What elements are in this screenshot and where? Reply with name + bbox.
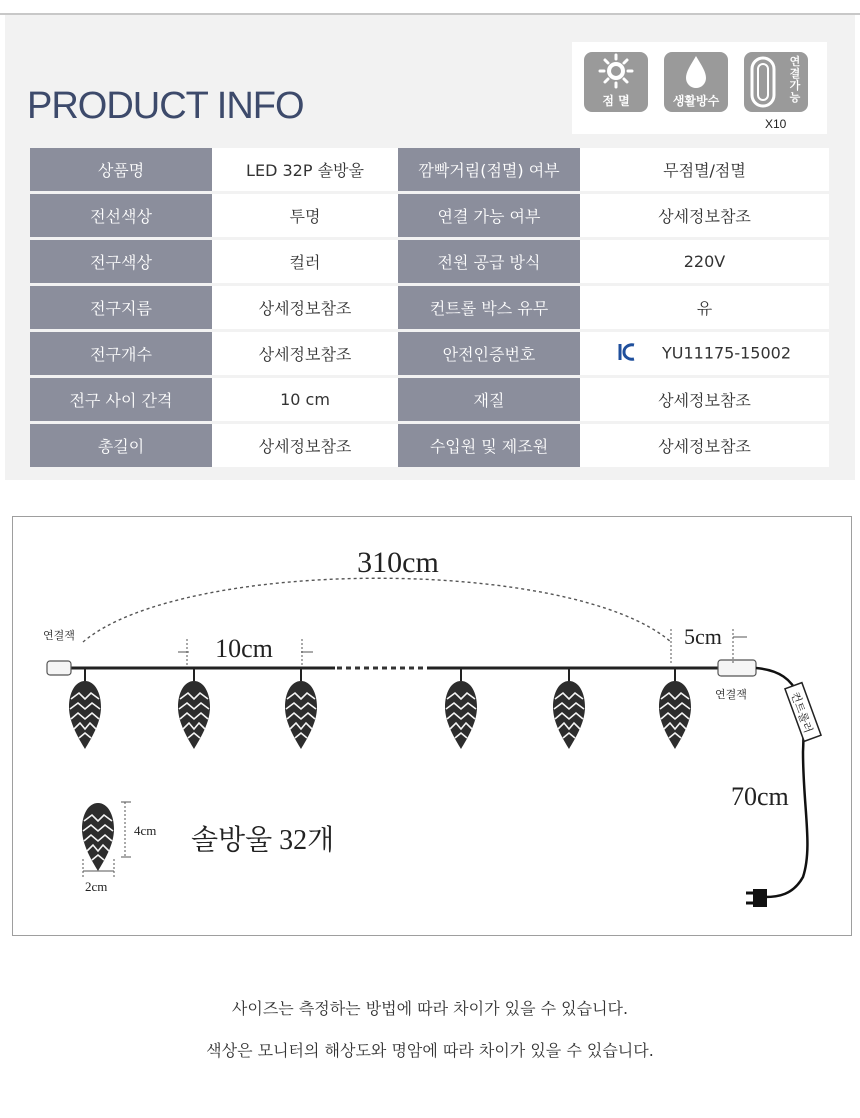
spec-label [398, 286, 580, 329]
right-connector-plug [718, 660, 756, 676]
spec-label-text: 전원 공급 방식 [437, 253, 541, 272]
bulb-width-label: 2cm [85, 879, 108, 894]
pine-cone-bulb [553, 681, 585, 749]
power-plug-icon [746, 889, 767, 907]
spec-label-text: 전선색상 [90, 207, 152, 226]
right-connector-label: 연결잭 [715, 689, 747, 701]
spec-label-text: 전구 사이 간격 [69, 391, 173, 410]
spec-label [30, 194, 212, 237]
spec-label-text: 총길이 [97, 437, 145, 456]
product-size-diagram [12, 516, 852, 936]
bulb-height-label: 4cm [134, 823, 157, 838]
pine-cone-bulb [69, 681, 101, 749]
spec-label-text: 상품명 [97, 161, 145, 180]
spec-value [580, 240, 829, 283]
connectable-feature-label: 연결가능 [789, 55, 801, 104]
spec-value [212, 424, 398, 467]
bulb-count-caption: 솔방울 32개 [191, 825, 335, 856]
bulbs [69, 681, 691, 749]
controller-label: 컨트롤러 [788, 690, 815, 735]
spec-value [212, 332, 398, 375]
total-length-label: 310cm [357, 546, 439, 579]
spec-label [30, 286, 212, 329]
spec-value [212, 240, 398, 283]
spec-row [30, 240, 829, 283]
spec-value [580, 332, 829, 375]
spec-label-text: 수입원 및 제조원 [429, 437, 549, 456]
connectable-feature-tile [744, 52, 808, 112]
spec-row [30, 148, 829, 191]
pine-cone-bulb [445, 681, 477, 749]
spec-value-text: 상세정보참조 [658, 207, 751, 226]
waterproof-feature-tile [664, 52, 728, 112]
spec-table [30, 145, 829, 470]
blink-feature-tile [584, 52, 648, 112]
spec-label-text: 재질 [473, 391, 505, 410]
cord-length-label: 70cm [731, 782, 789, 811]
spec-label [30, 148, 212, 191]
spec-value-text: LED 32P 솔방울 [246, 161, 364, 180]
spec-value-text: 유 [696, 299, 713, 318]
spec-label-text: 전구개수 [90, 345, 152, 364]
spec-value [212, 286, 398, 329]
left-connector-label: 연결잭 [43, 630, 75, 642]
spec-row [30, 378, 829, 421]
spec-label-text: 안전인증번호 [442, 345, 536, 364]
spec-value [212, 378, 398, 421]
spec-row [30, 424, 829, 467]
spec-label [30, 240, 212, 283]
spec-label-text: 전구지름 [90, 299, 152, 318]
sun-icon [584, 52, 648, 92]
spec-value [212, 148, 398, 191]
waterproof-feature-label: 생활방수 [672, 94, 720, 108]
spec-value [580, 286, 829, 329]
water-drop-icon [664, 52, 728, 92]
spec-value-text: YU11175-15002 [661, 343, 792, 362]
spec-value [580, 378, 829, 421]
spec-label [398, 194, 580, 237]
spec-row [30, 332, 829, 375]
spec-label [30, 332, 212, 375]
spec-label [398, 378, 580, 421]
spec-value-text: 상세정보참조 [658, 391, 751, 410]
connect-count-badge: X10 [765, 117, 787, 131]
spec-value-text: 상세정보참조 [258, 345, 352, 364]
spec-label [398, 240, 580, 283]
total-length-arc [83, 578, 671, 642]
spec-value [580, 148, 829, 191]
pine-cone-bulb [659, 681, 691, 749]
blink-feature-label: 점 멸 [602, 94, 630, 108]
spec-label [398, 332, 580, 375]
bulb-spacing-label: 10cm [215, 634, 273, 663]
color-disclaimer: 색상은 모니터의 해상도와 명암에 따라 차이가 있을 수 있습니다. [206, 1041, 654, 1060]
page-title: PRODUCT INFO [27, 85, 304, 127]
spec-row [30, 194, 829, 237]
spec-label-text: 연결 가능 여부 [437, 207, 541, 226]
pine-cone-bulb [285, 681, 317, 749]
kc-mark-icon [618, 342, 636, 366]
spec-label [30, 424, 212, 467]
controller-box [785, 683, 821, 742]
spec-value [580, 424, 829, 467]
spec-label-text: 컨트롤 박스 유무 [429, 299, 549, 318]
pine-cone-size-sample [82, 803, 114, 871]
spec-value-text: 상세정보참조 [658, 437, 751, 456]
spec-value [212, 194, 398, 237]
string-light-diagram [13, 517, 851, 935]
left-connector-plug [47, 661, 71, 675]
spec-label [30, 378, 212, 421]
feature-icons [572, 42, 827, 134]
spec-value-text: 상세정보참조 [258, 437, 352, 456]
pine-cone-bulb [178, 681, 210, 749]
end-gap-label: 5cm [684, 624, 722, 649]
spec-value-text: 무점멸/점멸 [663, 161, 746, 180]
spec-row [30, 286, 829, 329]
spec-value-text: 10 cm [280, 390, 330, 409]
spec-label-text: 전구색상 [90, 253, 152, 272]
spec-value [580, 194, 829, 237]
spec-value-text: 상세정보참조 [258, 299, 352, 318]
size-disclaimer: 사이즈는 측정하는 방법에 따라 차이가 있을 수 있습니다. [231, 999, 629, 1018]
spec-label [398, 148, 580, 191]
spec-value-text: 컬러 [289, 253, 321, 272]
spec-value-text: 220V [683, 252, 726, 271]
spec-label-text: 깜빡거림(점멸) 여부 [418, 161, 560, 180]
spec-value-text: 투명 [289, 207, 321, 226]
spec-label [398, 424, 580, 467]
